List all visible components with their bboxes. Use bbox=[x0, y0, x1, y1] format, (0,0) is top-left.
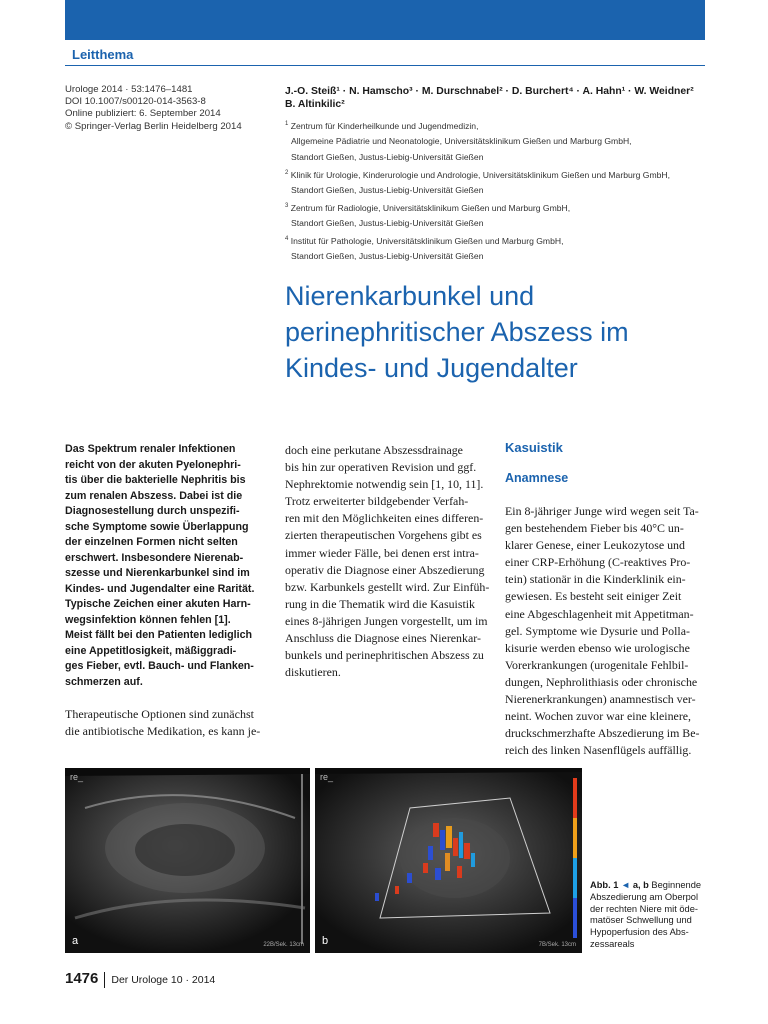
page-number: 1476 bbox=[65, 970, 99, 987]
body-line: zierten therapeutischen Vorgehens gibt es bbox=[285, 528, 482, 543]
caption-line: Abszedierung am Oberpol bbox=[590, 891, 699, 902]
title-line: perinephritischer Abszess im bbox=[285, 317, 629, 347]
body-line: eine Abgeschlagenheit mit Appetitman- bbox=[505, 606, 694, 621]
published-date: Online publiziert: 6. September 2014 bbox=[65, 108, 221, 120]
body-line: bis hin zur operativen Revision und ggf. bbox=[285, 460, 477, 475]
body-line: gewiesen. Es besteht seit einiger Zeit bbox=[505, 589, 682, 604]
body-line: diskutieren. bbox=[285, 665, 341, 680]
affiliation-line: Standort Gießen, Justus-Liebig-Universität Gießen bbox=[291, 152, 484, 163]
caption-ref: a, b bbox=[632, 880, 649, 890]
ultrasound-image-b bbox=[315, 768, 582, 953]
body-text-col1 bbox=[65, 706, 280, 740]
body-line: kisurie werden ebenso wie urologische bbox=[505, 640, 690, 655]
body-line: Trotz erweiterter bildgebender Verfah- bbox=[285, 494, 469, 509]
section-label: Leitthema bbox=[72, 47, 134, 62]
journal-name: Der Urologe 10 · 2014 bbox=[111, 974, 216, 986]
body-line: druckschmerzhafte Abszedierung im Be- bbox=[505, 726, 700, 741]
body-line: Ein 8-jähriger Junge wird wegen seit Ta- bbox=[505, 504, 699, 518]
body-line: tein) stationär in die Kinderklinik ein- bbox=[505, 572, 686, 587]
citation: Urologe 2014 · 53:1476–1481 bbox=[65, 84, 193, 95]
abstract-line: der einzelnen Formen nicht selten bbox=[65, 536, 238, 548]
body-paragraph bbox=[505, 503, 699, 759]
figure-panel-letter: a bbox=[72, 935, 79, 947]
ultrasound-logo: re_ bbox=[320, 772, 334, 782]
caption-line: matöser Schwellung und bbox=[590, 915, 692, 926]
page-footer bbox=[65, 970, 215, 988]
body-line: bzw. Karbunkels gestellt wird. Zur Einfüh- bbox=[285, 579, 490, 594]
ultrasound-logo: re_ bbox=[70, 772, 84, 782]
body-line: klarer Genese, einer Leukozytose und bbox=[505, 538, 685, 553]
caption-line: Abb. 1 ◄ a, b Beginnende bbox=[590, 880, 702, 890]
doppler-graphic bbox=[315, 768, 582, 953]
arrow-left-icon: ◄ bbox=[621, 880, 631, 890]
body-line: neint. Wochen zuvor war eine kleinere, bbox=[505, 709, 692, 724]
caption-line: der rechten Niere mit öde- bbox=[590, 903, 698, 914]
body-line: ren mit den Möglichkeiten eines differen- bbox=[285, 511, 484, 526]
body-line: Nephrektomie notwendig sein [1, 10, 11]. bbox=[285, 477, 484, 492]
abstract-line: reicht von der akuten Pyelonephri- bbox=[65, 458, 241, 471]
body-line: gen bestehendem Fieber bis 40°C un- bbox=[505, 521, 684, 536]
abstract-line: erschwert. Insbesondere Nierenab- bbox=[65, 551, 244, 564]
ultrasound-graphic bbox=[65, 768, 310, 953]
body-line: bunkels und perinephritischen Abszess zu bbox=[285, 648, 484, 663]
header-color-bar bbox=[65, 0, 705, 40]
affiliation-line: Standort Gießen, Justus-Liebig-Universität Gießen bbox=[291, 251, 484, 262]
section-divider bbox=[65, 65, 705, 66]
affiliation-line: $^1$ Zentrum für Kinderheilkunde und Jugendmedizin, bbox=[285, 120, 479, 131]
body-line: die antibiotische Medikation, es kann je- bbox=[65, 724, 261, 739]
section-heading: Kasuistik bbox=[505, 440, 563, 455]
copyright: © Springer-Verlag Berlin Heidelberg 2014 bbox=[65, 120, 242, 132]
ultrasound-scale: 22B/Sek. 13cm bbox=[263, 942, 304, 948]
abstract-line: zum renalen Abszess. Dabei ist die bbox=[65, 489, 243, 502]
title-line: Nierenkarbunkel und bbox=[285, 281, 535, 311]
body-line: immer wieder Fälle, bei denen erst intra- bbox=[285, 545, 479, 560]
body-line: reich des linken Nasenflügels auffällig. bbox=[505, 743, 692, 758]
citation-meta bbox=[65, 84, 275, 133]
abstract-line: Meist fällt bei den Patienten lediglich bbox=[65, 629, 253, 641]
figure-caption bbox=[590, 880, 710, 951]
abstract-line: ges Fieber, evtl. Bauch- und Flanken- bbox=[65, 660, 254, 672]
affiliation-line: $^3$ Zentrum für Radiologie, Universitätsklinikum Gießen und Marburg GmbH, bbox=[285, 202, 571, 213]
article-title bbox=[285, 278, 715, 386]
footer-divider bbox=[104, 972, 105, 988]
abstract bbox=[65, 442, 280, 690]
body-text-col3 bbox=[505, 440, 705, 758]
caption-label: Abb. 1 bbox=[590, 880, 619, 890]
ultrasound-scale: 7B/Sek. 13cm bbox=[538, 942, 576, 948]
subsection-heading: Anamnese bbox=[505, 471, 569, 485]
affiliation-line: Standort Gießen, Justus-Liebig-Universität Gießen bbox=[291, 218, 484, 229]
body-line: einer CRP-Erhöhung (C-reaktives Pro- bbox=[505, 555, 691, 570]
abstract-line: Typische Zeichen einer akuten Harn- bbox=[65, 598, 251, 610]
doi-link[interactable]: DOI 10.1007/s00120-014-3563-8 bbox=[65, 96, 206, 108]
affiliation-line: $^4$ Institut für Pathologie, Universitätsklinikum Gießen und Marburg GmbH, bbox=[285, 235, 564, 246]
ultrasound-image-a bbox=[65, 768, 310, 953]
abstract-line: Kindes- und Jugendalter eine Rarität. bbox=[65, 582, 255, 595]
abstract-line: schmerzen auf. bbox=[65, 675, 143, 688]
body-text-col2 bbox=[285, 442, 490, 681]
title-line: Kindes- und Jugendalter bbox=[285, 353, 578, 383]
affiliation-line: Allgemeine Pädiatrie und Neonatologie, Universitätsklinikum Gießen und Marburg GmbH, bbox=[291, 136, 632, 147]
affiliation-line: $^2$ Klinik für Urologie, Kinderurologie und Andrologie, Universitätsklinikum Gießen und Marburg GmbH, bbox=[285, 169, 670, 180]
body-line: Vorerkrankungen (urogenitale Fehlbil- bbox=[505, 657, 689, 672]
abstract-line: Diagnosestellung durch unspezifi- bbox=[65, 505, 240, 517]
abstract-line: szesse und Nierenkarbunkel sind im bbox=[65, 567, 250, 579]
author-line: B. Altinkilic² bbox=[285, 99, 345, 110]
body-line: Anschluss die Diagnose eines Nierenkar- bbox=[285, 631, 481, 646]
abstract-line: eine Appetitlosigkeit, mäßiggradi- bbox=[65, 644, 237, 657]
abstract-line: Das Spektrum renaler Infektionen bbox=[65, 443, 236, 455]
abstract-line: sche Symptome sowie Überlappung bbox=[65, 520, 249, 533]
abstract-line: tis über die bakterielle Nephritis bis bbox=[65, 474, 246, 486]
caption-line: Hypoperfusion des Abs- bbox=[590, 927, 689, 938]
abstract-line: wegsinfektion können fehlen [1]. bbox=[65, 613, 231, 626]
affiliations bbox=[285, 117, 705, 265]
body-line: doch eine perkutane Abszessdrainage bbox=[285, 443, 463, 457]
body-line: operativ die Diagnose einer Abszedierung bbox=[285, 562, 485, 577]
author-list bbox=[285, 85, 705, 111]
body-line: rung in die Thematik wird die Kasuistik bbox=[285, 596, 476, 611]
body-line: Nierenerkrankungen) anamnestisch ver- bbox=[505, 692, 696, 707]
body-line: eines 8-jährigen Jungen vorgestellt, um im bbox=[285, 613, 488, 628]
figure-panel-letter: b bbox=[322, 935, 329, 947]
affiliation-line: Standort Gießen, Justus-Liebig-Universität Gießen bbox=[291, 185, 484, 196]
body-line: gel. Symptome wie Dysurie und Polla- bbox=[505, 623, 690, 638]
author-line: J.-O. Steiß¹ · N. Hamscho³ · M. Durschnabel² · D. Burchert⁴ · A. Hahn¹ · W. Weidner² bbox=[285, 86, 694, 97]
body-line: dungen, Nephrolithiasis oder chronische bbox=[505, 674, 698, 689]
body-line: Therapeutische Optionen sind zunächst bbox=[65, 707, 254, 721]
caption-line: zessareals bbox=[590, 938, 635, 949]
